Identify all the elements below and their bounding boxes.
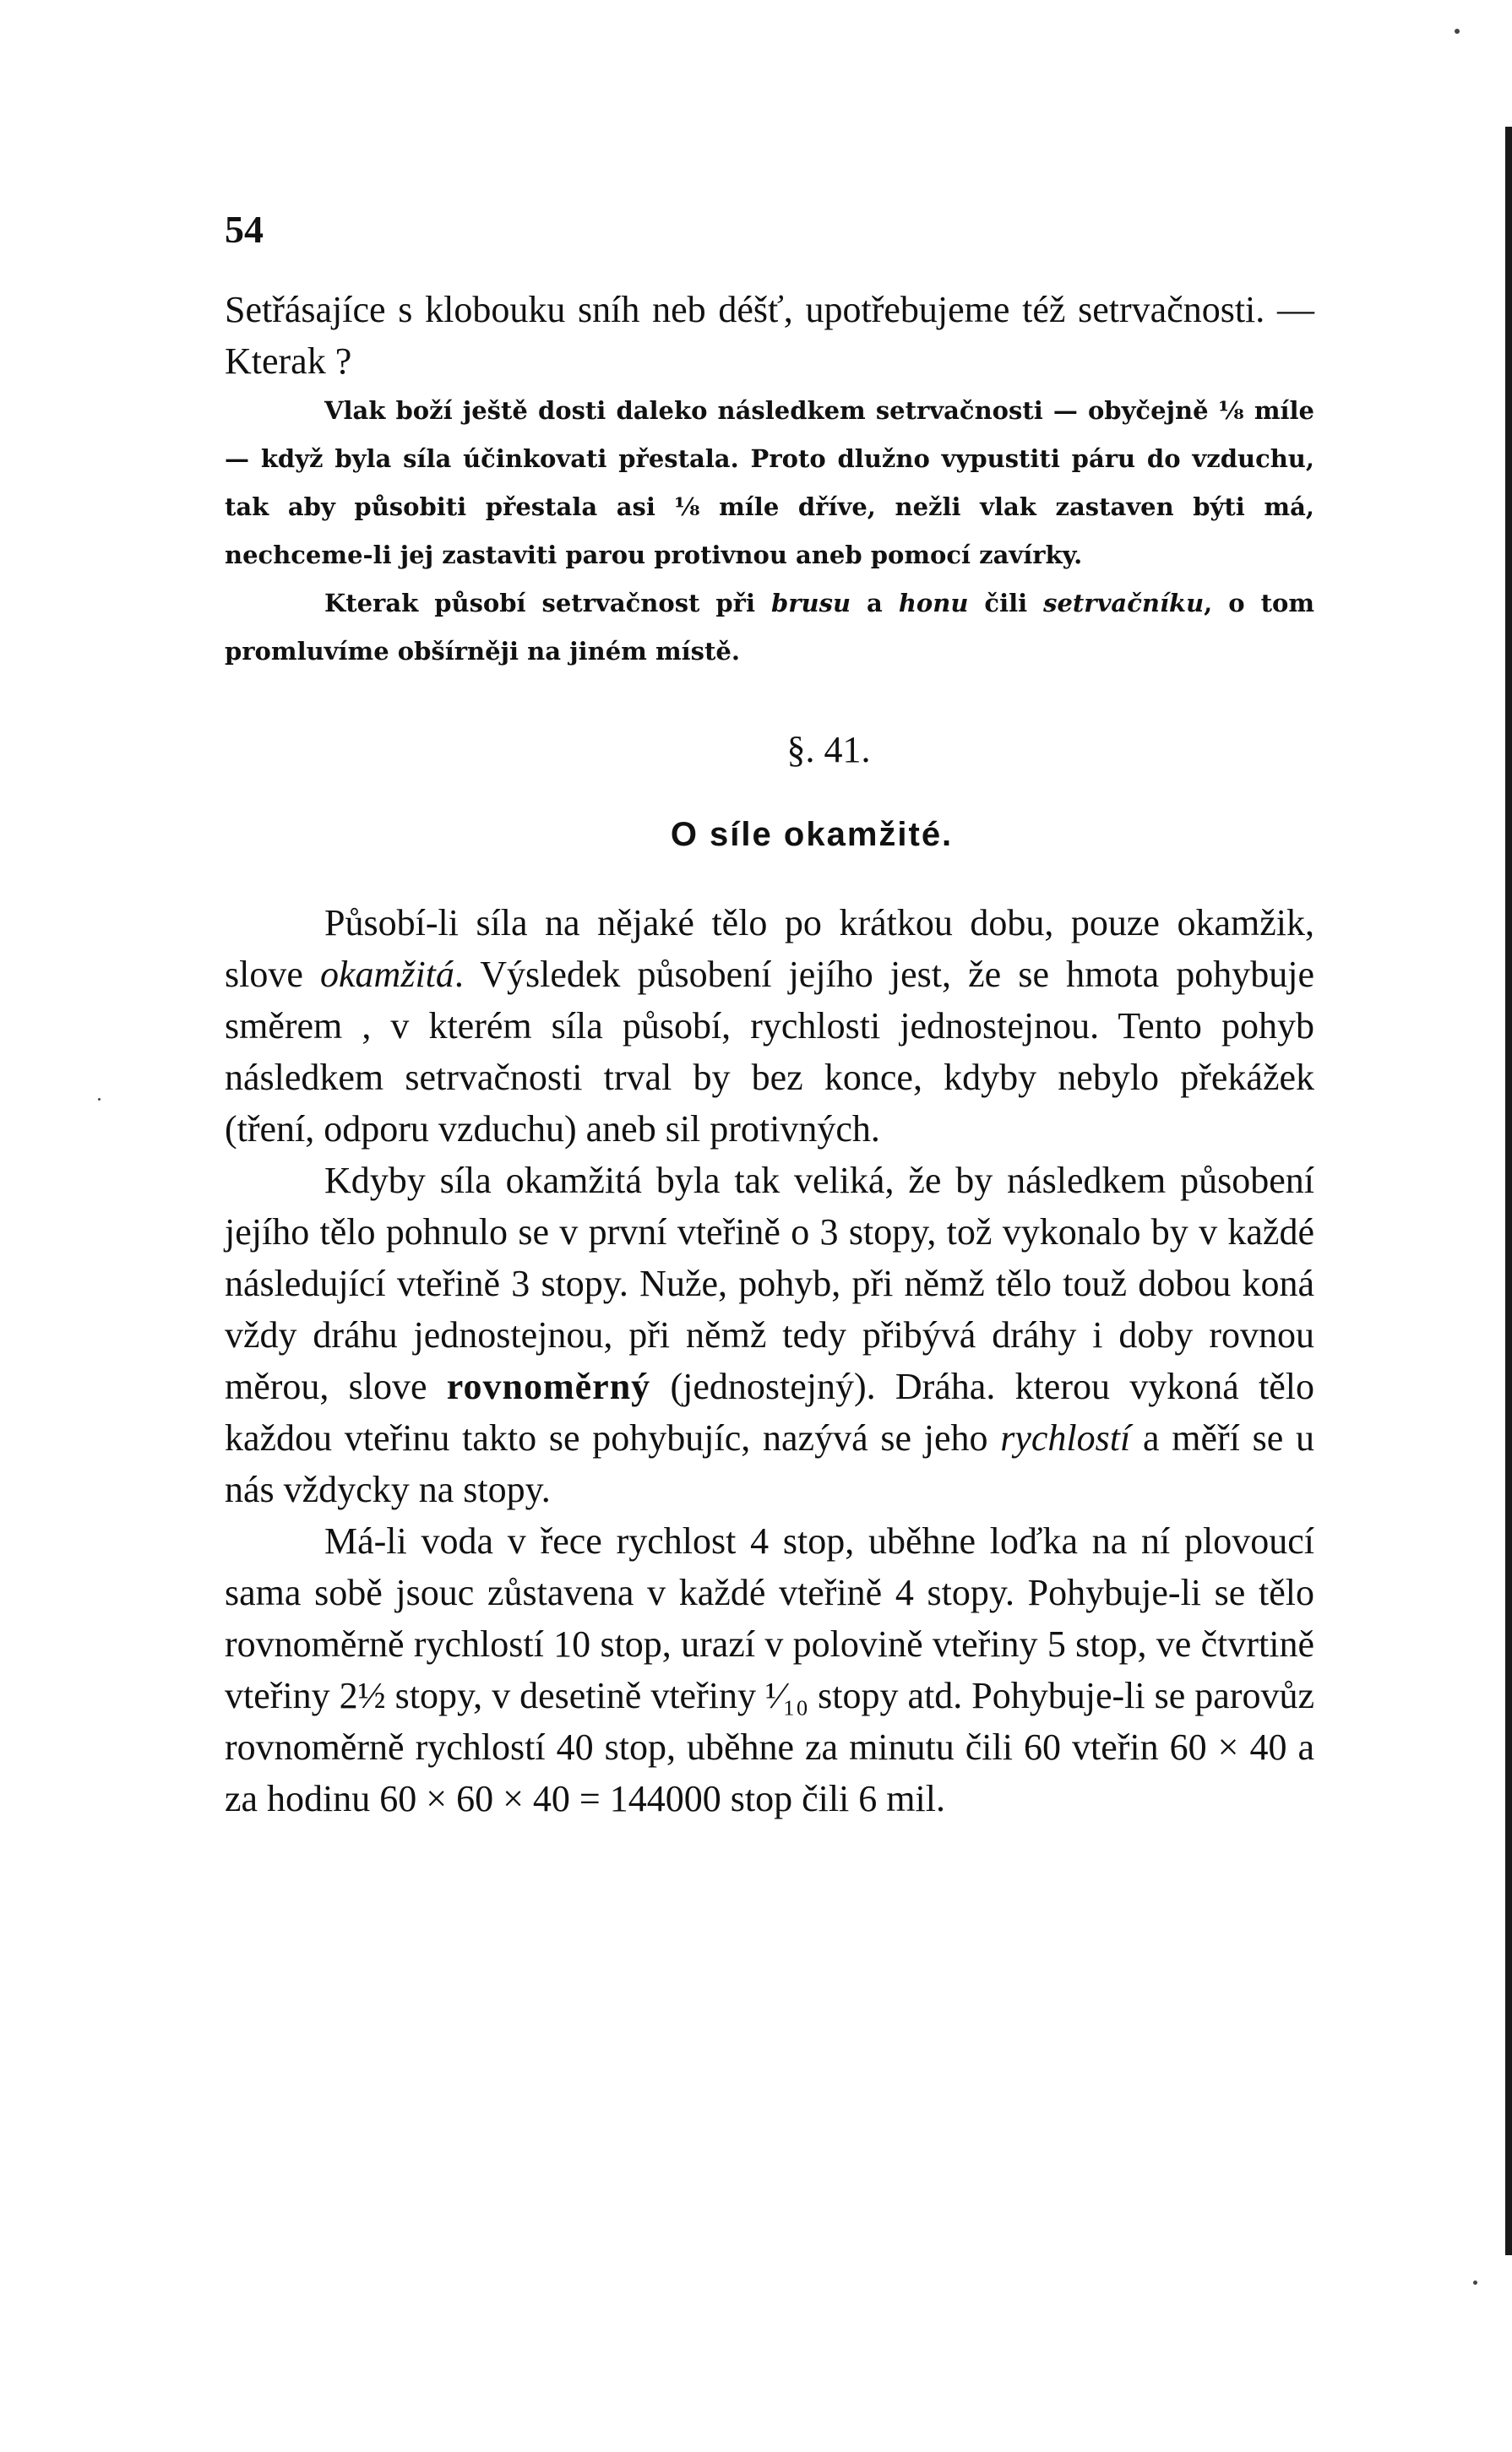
book-page [225,203,1314,1824]
section-number: §. 41. [786,729,871,770]
intro-paragraph [225,284,1314,387]
body-text: a měří se u nás vždycky na stopy. [225,1417,1314,1510]
body-emphasis-rychlosti: rychlostí [1000,1417,1131,1459]
body-text: . Výsledek působení jejího jest, že se hmota pohybuje směrem , v kterém síla působí, rychlosti jednostejnou. Tento pohyb následkem setrvačnosti trval by bez konce, kdyby nebylo překážek (tření, odporu vzduchu) aneb sil protivných. [225,954,1314,1150]
note-paragraph-train: Vlak boží ještě dosti daleko následkem setrvačnosti — obyčejně ⅛ míle — když byla síla účinkovati přestala. Proto dlužno vypustiti páru do vzduchu, tak aby působiti přestala asi ⅛ míle dříve, nežli vlak zastaven býti má, nechceme-li jej zastaviti parou protivnou aneb pomocí zavírky. [225,396,1314,569]
body-text: Působí-li síla na nějaké tělo po krátkou dobu, pouze okamžik, slove [225,902,1314,995]
note-emphasis-setrvacnik: setrvačníku [1043,589,1205,617]
note-text: čili [968,589,1044,617]
intro-text: Setřásajíce s klobouku sníh neb déšť, upotřebujeme též setrvačnosti. — Kterak ? [225,289,1314,382]
body-paragraph-3: Má-li voda v řece rychlost 4 stop, uběhne loďka na ní plovoucí sama sobě jsouc zůstavena v každé vteřině 4 stopy. Pohybuje-li se tělo rovnoměrně rychlostí 10 stop, urazí v polovině vteřiny 5 stop, ve čtvrtině vteřiny 2½ stopy, v desetině vteřiny ¹⁄₁₀ stopy atd. Pohybuje-li se parovůz rovnoměrně rychlostí 40 stop, uběhne za minutu čili 60 vteřin 60 × 40 a za hodinu 60 × 60 × 40 = 144000 stop čili 6 mil. [225,1520,1314,1819]
section-title: O síle okamžité. [670,816,954,853]
note-paragraph-flywheel [225,579,1314,676]
note-text: , o tom promluvíme obšírněji na jiném místě. [225,589,1314,666]
note-text: a [851,589,899,617]
body-paragraph-2 [225,1155,1314,1515]
scan-speck [1473,2281,1477,2285]
body-term-rovnomerny: rovnoměrný [446,1366,651,1407]
note-emphasis-brus: brusu [770,589,851,617]
note-emphasis-hon: honu [898,589,969,617]
note-text: Kterak působí setrvačnost při [324,589,771,617]
body-paragraph-1 [225,897,1314,1155]
body-text: (jednostejný). Dráha. kterou vykoná tělo každou vteřinu takto se pohybujíc, nazývá se jeho [225,1366,1314,1459]
body-text: Kdyby síla okamžitá byla tak veliká, že by následkem působení jejího tělo pohnulo se v první vteřině o 3 stopy, tož vykonalo by v každé následující vteřině 3 stopy. Nuže, pohyb, při němž tělo touž dobou koná vždy dráhu jednostejnou, při němž tedy přibývá dráhy i doby rovnou měrou, slove [225,1160,1314,1407]
page-number: 54 [225,208,264,251]
scan-speck [98,1098,101,1101]
body-emphasis-okamzita: okamžitá [320,954,454,995]
scan-speck [1455,29,1460,34]
page-edge-shadow [1505,127,1512,2255]
